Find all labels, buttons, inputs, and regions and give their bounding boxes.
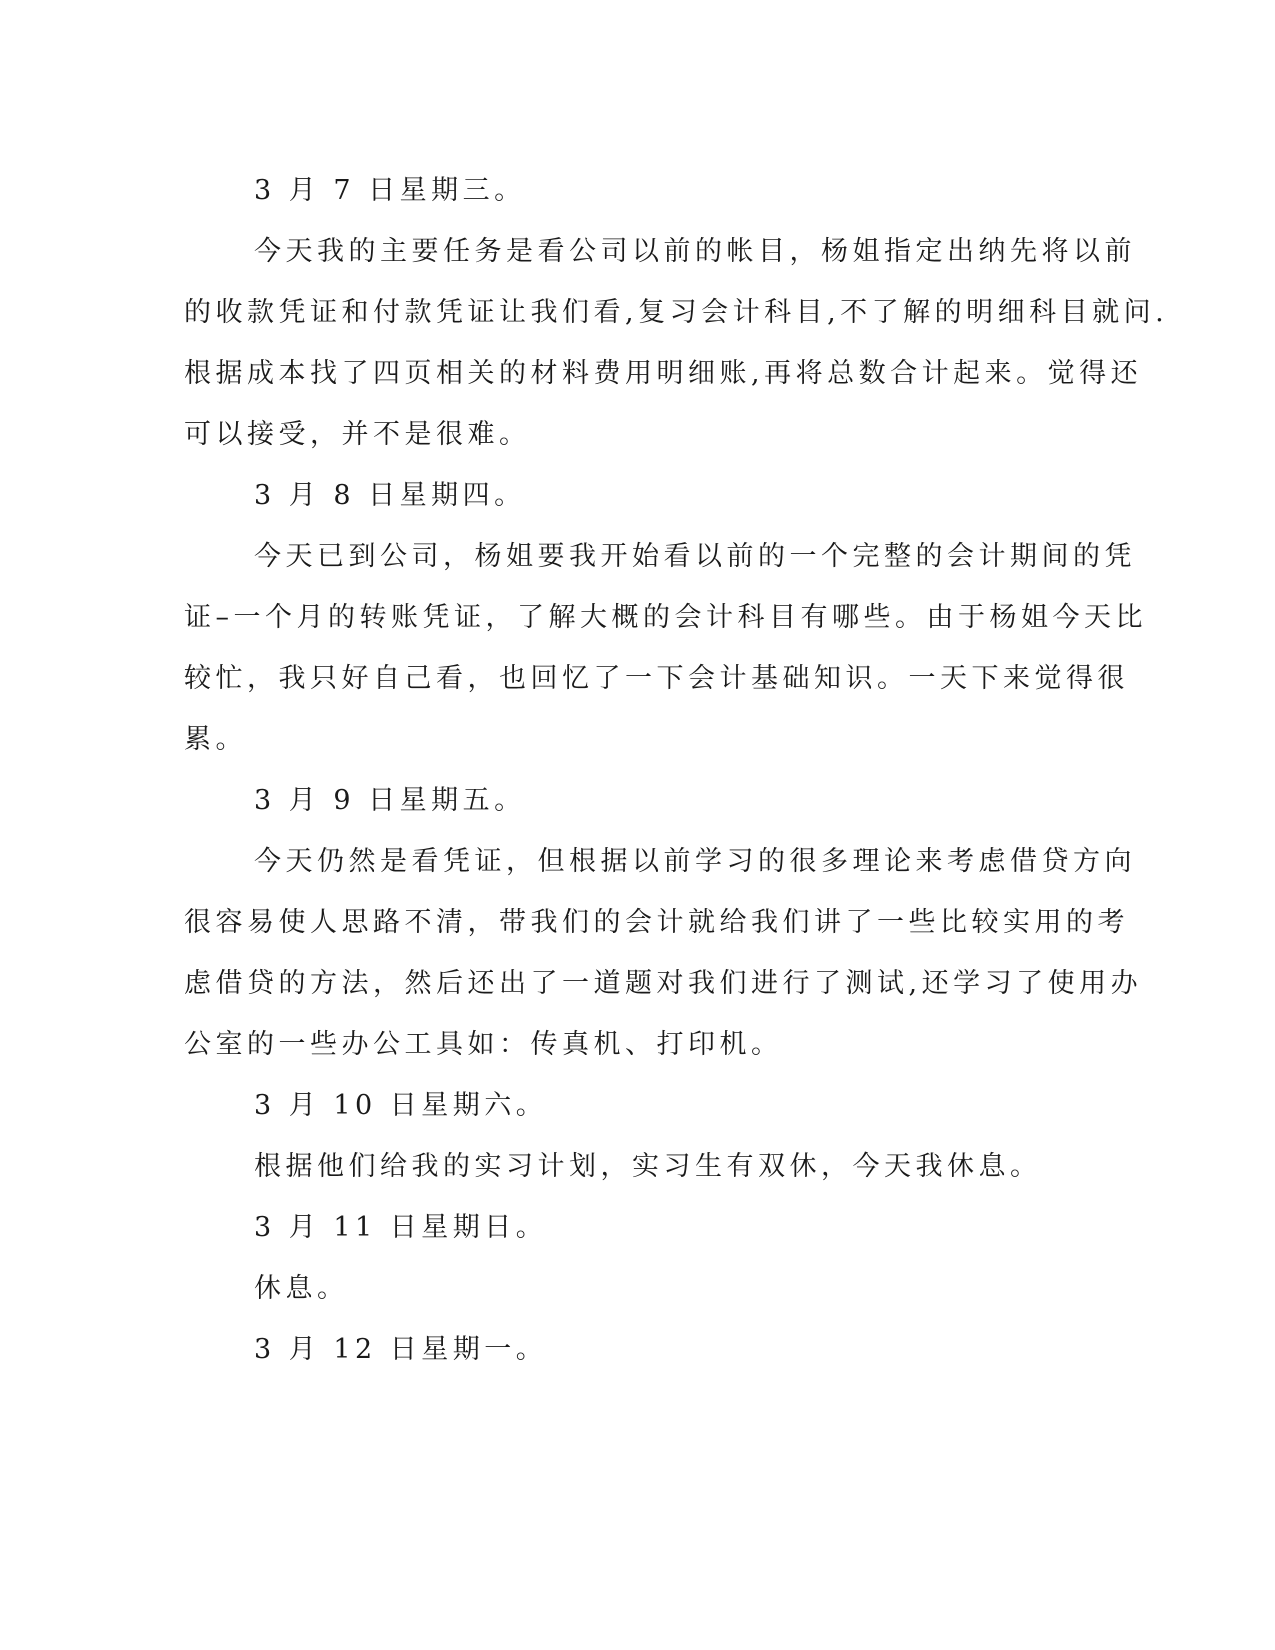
paragraph-line: 证–一个月的转账凭证，了解大概的会计科目有哪些。由于杨姐今天比 [184,602,1147,633]
paragraph-line: 今天仍然是看凭证，但根据以前学习的很多理论来考虑借贷方向 [254,846,1136,877]
paragraph-line: 可以接受，并不是很难。 [184,419,531,450]
paragraph-line: 很容易使人思路不清，带我们的会计就给我们讲了一些比较实用的考 [184,907,1129,938]
paragraph-line: 今天我的主要任务是看公司以前的帐目，杨姐指定出纳先将以前 [254,236,1136,267]
diary-body [184,160,1169,1380]
date-heading: 3 月 12 日星期一。 [254,1334,548,1365]
paragraph-line: 休息。 [254,1273,349,1304]
paragraph-line: 累。 [184,724,247,755]
date-heading: 3 月 7 日星期三。 [254,175,526,206]
paragraph-line: 虑借贷的方法，然后还出了一道题对我们进行了测试,还学习了使用办 [184,968,1143,999]
paragraph-line: 公室的一些办公工具如：传真机、打印机。 [184,1029,783,1060]
paragraph-line: 的收款凭证和付款凭证让我们看,复习会计科目,不了解的明细科目就问. [184,297,1169,328]
date-heading: 3 月 10 日星期六。 [254,1090,548,1121]
date-heading: 3 月 9 日星期五。 [254,785,526,816]
paragraph-line: 较忙，我只好自己看，也回忆了一下会计基础知识。一天下来觉得很 [184,663,1129,694]
paragraph-line: 今天已到公司，杨姐要我开始看以前的一个完整的会计期间的凭 [254,541,1136,572]
paragraph-line: 根据他们给我的实习计划，实习生有双休，今天我休息。 [254,1151,1042,1182]
paragraph-line: 根据成本找了四页相关的材料费用明细账,再将总数合计起来。觉得还 [184,358,1143,389]
date-heading: 3 月 11 日星期日。 [254,1212,548,1243]
date-heading: 3 月 8 日星期四。 [254,480,526,511]
